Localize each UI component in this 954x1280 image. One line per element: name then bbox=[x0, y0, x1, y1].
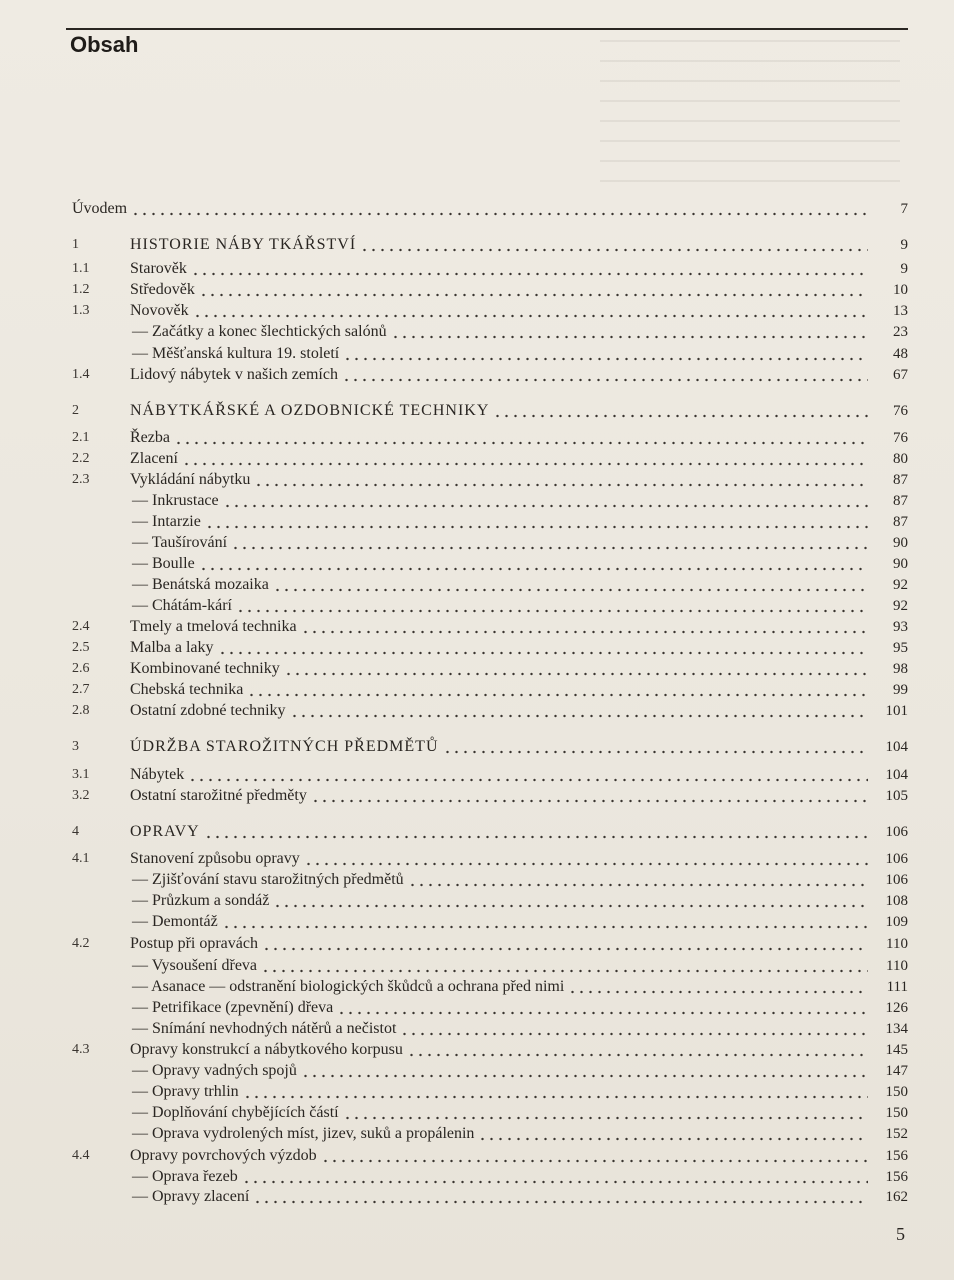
toc-row bbox=[0, 198, 954, 220]
section-title: NÁBYTKÁŘSKÉ A OZDOBNICKÉ TECHNIKY bbox=[130, 402, 490, 419]
section-number: 4.1 bbox=[72, 851, 90, 866]
page-reference: 134 bbox=[885, 1021, 908, 1037]
page-reference: 99 bbox=[893, 682, 908, 698]
section-number: 2.2 bbox=[72, 451, 90, 466]
page-reference: 92 bbox=[893, 598, 908, 614]
dot-leader bbox=[400, 1031, 868, 1037]
toc-row bbox=[0, 595, 954, 617]
section-title: Nábytek bbox=[130, 766, 185, 783]
toc-entry bbox=[132, 511, 908, 533]
toc-entry bbox=[132, 321, 908, 343]
section-number: 1 bbox=[72, 237, 79, 252]
toc-entry bbox=[130, 448, 908, 470]
page-reference: 126 bbox=[885, 1000, 908, 1016]
page-reference: 110 bbox=[886, 936, 908, 952]
section-title: Řezba bbox=[130, 429, 170, 446]
toc-chapter-row bbox=[0, 400, 954, 422]
section-title: ÚDRŽBA STAROŽITNÝCH PŘEDMĚTŮ bbox=[130, 738, 439, 755]
page-reference: 152 bbox=[885, 1126, 908, 1142]
toc-entry bbox=[132, 976, 908, 998]
toc-row bbox=[0, 679, 954, 701]
section-title: — Začátky a konec šlechtických salónů bbox=[132, 323, 387, 340]
toc-entry bbox=[130, 736, 908, 758]
toc-entry bbox=[132, 1102, 908, 1124]
section-number: 2.7 bbox=[72, 682, 90, 697]
toc-row bbox=[0, 1102, 954, 1124]
section-title: — Oprava vydrolených míst, jizev, suků a propálenin bbox=[132, 1125, 475, 1142]
section-title: — Snímání nevhodných nátěrů a nečistot bbox=[132, 1020, 397, 1037]
toc-entry bbox=[130, 933, 908, 955]
toc-entry bbox=[132, 1166, 908, 1188]
dot-leader bbox=[236, 608, 868, 614]
toc-entry bbox=[132, 890, 908, 912]
dot-leader bbox=[188, 777, 868, 783]
toc-row bbox=[0, 364, 954, 386]
toc-entry bbox=[132, 869, 908, 891]
section-number: 4 bbox=[72, 824, 79, 839]
toc-row bbox=[0, 785, 954, 807]
toc-row bbox=[0, 700, 954, 722]
dot-leader bbox=[199, 566, 868, 572]
toc-entry bbox=[130, 764, 908, 786]
section-title: Postup při opravách bbox=[130, 935, 258, 952]
section-title: Opravy povrchových výzdob bbox=[130, 1147, 317, 1164]
dot-leader bbox=[242, 1179, 868, 1185]
toc-chapter-row bbox=[0, 234, 954, 256]
section-number: 2.6 bbox=[72, 661, 90, 676]
toc-row bbox=[0, 1018, 954, 1040]
section-title: Vykládání nábytku bbox=[130, 471, 251, 488]
page-reference: 93 bbox=[893, 619, 908, 635]
section-number: 1.2 bbox=[72, 282, 90, 297]
dot-leader bbox=[343, 356, 868, 362]
section-title: Tmely a tmelová technika bbox=[130, 618, 297, 635]
dot-leader bbox=[191, 271, 868, 277]
dot-leader bbox=[493, 413, 868, 419]
dot-leader bbox=[261, 968, 868, 974]
toc-entry bbox=[130, 637, 908, 659]
section-title: Opravy konstrukcí a nábytkového korpusu bbox=[130, 1041, 403, 1058]
toc-row bbox=[0, 469, 954, 491]
toc-entry bbox=[130, 821, 908, 843]
toc-entry bbox=[130, 427, 908, 449]
page-reference: 145 bbox=[885, 1042, 908, 1058]
toc-entry bbox=[132, 595, 908, 617]
dot-leader bbox=[247, 692, 868, 698]
section-title: — Vysoušení dřeva bbox=[132, 957, 258, 974]
toc-row bbox=[0, 955, 954, 977]
page-title: Obsah bbox=[70, 32, 139, 57]
page-reference: 7 bbox=[900, 201, 908, 217]
toc-entry bbox=[132, 955, 908, 977]
toc-entry bbox=[130, 1039, 908, 1061]
page-reference: 98 bbox=[893, 661, 908, 677]
section-title: Stanovení způsobu opravy bbox=[130, 850, 300, 867]
page-reference: 67 bbox=[893, 367, 908, 383]
toc-row bbox=[0, 511, 954, 533]
page-reference: 23 bbox=[893, 324, 908, 340]
dot-leader bbox=[311, 798, 868, 804]
section-number: 1.4 bbox=[72, 367, 90, 382]
section-title: Úvodem bbox=[72, 200, 128, 217]
page-reference: 76 bbox=[893, 430, 908, 446]
page-reference: 92 bbox=[893, 577, 908, 593]
toc-entry bbox=[132, 997, 908, 1019]
page-reference: 80 bbox=[893, 451, 908, 467]
toc-entry bbox=[130, 300, 908, 322]
toc-row bbox=[0, 427, 954, 449]
section-title: Novověk bbox=[130, 302, 189, 319]
page-reference: 87 bbox=[893, 514, 908, 530]
dot-leader bbox=[301, 1073, 868, 1079]
toc-entry bbox=[132, 1123, 908, 1145]
toc-row bbox=[0, 321, 954, 343]
dot-leader bbox=[360, 247, 868, 253]
toc-row bbox=[0, 258, 954, 280]
toc-entry bbox=[130, 616, 908, 638]
section-title: HISTORIE NÁBY TKÁŘSTVÍ bbox=[130, 236, 357, 253]
toc-entry bbox=[130, 279, 908, 301]
dot-leader bbox=[304, 861, 868, 867]
dot-leader bbox=[337, 1010, 868, 1016]
page-reference: 90 bbox=[893, 535, 908, 551]
section-number: 2.5 bbox=[72, 640, 90, 655]
dot-leader bbox=[253, 1199, 868, 1205]
page-reference: 156 bbox=[885, 1169, 908, 1185]
page-reference: 106 bbox=[885, 824, 908, 840]
page-reference: 106 bbox=[885, 872, 908, 888]
page-reference: 150 bbox=[885, 1105, 908, 1121]
page-reference: 150 bbox=[885, 1084, 908, 1100]
toc-row bbox=[0, 911, 954, 933]
section-number: 4.2 bbox=[72, 936, 90, 951]
toc-row bbox=[0, 279, 954, 301]
toc-entry bbox=[72, 198, 908, 220]
dot-leader bbox=[407, 1052, 868, 1058]
toc-row bbox=[0, 616, 954, 638]
dot-leader bbox=[408, 882, 868, 888]
section-title: Lidový nábytek v našich zemích bbox=[130, 366, 338, 383]
toc-entry bbox=[130, 258, 908, 280]
page-reference: 9 bbox=[900, 261, 908, 277]
dot-leader bbox=[218, 650, 868, 656]
toc-row bbox=[0, 933, 954, 955]
section-number: 3.2 bbox=[72, 788, 90, 803]
section-title: — Taušírování bbox=[132, 534, 228, 551]
dot-leader bbox=[223, 503, 868, 509]
toc-row bbox=[0, 1145, 954, 1167]
toc-entry bbox=[132, 911, 908, 933]
toc-row bbox=[0, 1081, 954, 1103]
dot-leader bbox=[174, 440, 868, 446]
dot-leader bbox=[243, 1094, 868, 1100]
page-reference: 76 bbox=[893, 403, 908, 419]
page-reference: 106 bbox=[885, 851, 908, 867]
dot-leader bbox=[222, 924, 868, 930]
toc-row bbox=[0, 976, 954, 998]
dot-leader bbox=[321, 1158, 868, 1164]
toc-row bbox=[0, 1186, 954, 1208]
toc-entry bbox=[130, 658, 908, 680]
section-title: — Chátám-kárí bbox=[132, 597, 232, 614]
toc-row bbox=[0, 343, 954, 365]
section-number: 4.4 bbox=[72, 1148, 90, 1163]
toc-entry bbox=[132, 1018, 908, 1040]
section-title: — Měšťanská kultura 19. století bbox=[132, 345, 340, 362]
dot-leader bbox=[205, 524, 868, 530]
section-number: 3.1 bbox=[72, 767, 90, 782]
section-title: — Průzkum a sondáž bbox=[132, 892, 270, 909]
toc-entry bbox=[132, 343, 908, 365]
toc-row bbox=[0, 553, 954, 575]
toc-row bbox=[0, 448, 954, 470]
page-reference: 109 bbox=[885, 914, 908, 930]
toc-entry bbox=[132, 1081, 908, 1103]
toc-entry bbox=[130, 848, 908, 870]
toc-entry bbox=[132, 574, 908, 596]
page-reference: 101 bbox=[885, 703, 908, 719]
section-number: 1.3 bbox=[72, 303, 90, 318]
page-reference: 104 bbox=[885, 767, 908, 783]
section-title: — Opravy vadných spojů bbox=[132, 1062, 297, 1079]
dot-leader bbox=[443, 749, 868, 755]
dot-leader bbox=[231, 545, 868, 551]
toc-entry bbox=[130, 785, 908, 807]
toc-row bbox=[0, 574, 954, 596]
dot-leader bbox=[343, 1115, 868, 1121]
section-title: — Zjišťování stavu starožitných předmětů bbox=[132, 871, 404, 888]
section-title: Malba a laky bbox=[130, 639, 214, 656]
dot-leader bbox=[182, 461, 868, 467]
toc-entry bbox=[132, 532, 908, 554]
dot-leader bbox=[273, 903, 868, 909]
page-reference: 110 bbox=[886, 958, 908, 974]
section-title: Ostatní zdobné techniky bbox=[130, 702, 286, 719]
toc-row bbox=[0, 1123, 954, 1145]
dot-leader bbox=[262, 946, 868, 952]
toc-entry bbox=[132, 1060, 908, 1082]
page-reference: 156 bbox=[885, 1148, 908, 1164]
section-title: Kombinované techniky bbox=[130, 660, 280, 677]
toc-chapter-row bbox=[0, 736, 954, 758]
section-title: Středověk bbox=[130, 281, 195, 298]
page-reference: 13 bbox=[893, 303, 908, 319]
section-title: — Inkrustace bbox=[132, 492, 219, 509]
toc-row bbox=[0, 532, 954, 554]
dot-leader bbox=[131, 211, 868, 217]
section-title: — Opravy zlacení bbox=[132, 1188, 250, 1205]
toc-row bbox=[0, 848, 954, 870]
toc-row bbox=[0, 764, 954, 786]
section-title: — Oprava řezeb bbox=[132, 1168, 238, 1185]
section-title: Zlacení bbox=[130, 450, 178, 467]
toc-row bbox=[0, 637, 954, 659]
section-number: 3 bbox=[72, 739, 79, 754]
toc-chapter-row bbox=[0, 821, 954, 843]
section-number: 2.4 bbox=[72, 619, 90, 634]
section-title: — Asanace — odstranění biologických škůdců a ochrana před nimi bbox=[132, 978, 565, 995]
page-reference: 87 bbox=[893, 493, 908, 509]
section-title: Ostatní starožitné předměty bbox=[130, 787, 307, 804]
toc-row bbox=[0, 1039, 954, 1061]
section-title: — Demontáž bbox=[132, 913, 218, 930]
toc-entry bbox=[130, 400, 908, 422]
dot-leader bbox=[273, 587, 868, 593]
toc-row bbox=[0, 890, 954, 912]
toc-entry bbox=[130, 364, 908, 386]
page-reference: 87 bbox=[893, 472, 908, 488]
section-title: — Doplňování chybějících částí bbox=[132, 1104, 339, 1121]
page-reference: 147 bbox=[885, 1063, 908, 1079]
dot-leader bbox=[290, 713, 868, 719]
section-number: 2.3 bbox=[72, 472, 90, 487]
dot-leader bbox=[254, 482, 868, 488]
page-reference: 105 bbox=[885, 788, 908, 804]
toc-row bbox=[0, 1166, 954, 1188]
toc-row bbox=[0, 1060, 954, 1082]
page-reference: 95 bbox=[893, 640, 908, 656]
section-title: — Benátská mozaika bbox=[132, 576, 269, 593]
dot-leader bbox=[199, 292, 868, 298]
dot-leader bbox=[284, 671, 868, 677]
dot-leader bbox=[193, 313, 868, 319]
section-number: 4.3 bbox=[72, 1042, 90, 1057]
toc-entry bbox=[132, 1186, 908, 1208]
toc-row bbox=[0, 490, 954, 512]
toc-row bbox=[0, 997, 954, 1019]
section-title: — Intarzie bbox=[132, 513, 201, 530]
section-title: — Boulle bbox=[132, 555, 195, 572]
toc-entry bbox=[130, 469, 908, 491]
toc-row bbox=[0, 658, 954, 680]
toc-entry bbox=[130, 679, 908, 701]
section-title: Starověk bbox=[130, 260, 187, 277]
toc-entry bbox=[132, 490, 908, 512]
section-title: Chebská technika bbox=[130, 681, 244, 698]
dot-leader bbox=[301, 629, 868, 635]
dot-leader bbox=[204, 834, 868, 840]
page-reference: 162 bbox=[885, 1189, 908, 1205]
section-number: 2 bbox=[72, 403, 79, 418]
toc-entry bbox=[130, 1145, 908, 1167]
page-reference: 108 bbox=[885, 893, 908, 909]
toc-row bbox=[0, 300, 954, 322]
page-reference: 111 bbox=[886, 979, 908, 995]
section-number: 2.1 bbox=[72, 430, 90, 445]
toc-entry bbox=[130, 700, 908, 722]
section-title: OPRAVY bbox=[130, 823, 200, 840]
toc-row bbox=[0, 869, 954, 891]
dot-leader bbox=[342, 377, 868, 383]
page-reference: 90 bbox=[893, 556, 908, 572]
page-reference: 10 bbox=[893, 282, 908, 298]
section-title: — Opravy trhlin bbox=[132, 1083, 239, 1100]
dot-leader bbox=[478, 1136, 868, 1142]
dot-leader bbox=[391, 334, 868, 340]
page-reference: 48 bbox=[893, 346, 908, 362]
section-number: 2.8 bbox=[72, 703, 90, 718]
dot-leader bbox=[568, 989, 868, 995]
section-number: 1.1 bbox=[72, 261, 90, 276]
section-title: — Petrifikace (zpevnění) dřeva bbox=[132, 999, 334, 1016]
page-number: 5 bbox=[896, 1224, 905, 1244]
toc-entry bbox=[130, 234, 908, 256]
page-reference: 104 bbox=[885, 739, 908, 755]
page-reference: 9 bbox=[900, 237, 908, 253]
toc-entry bbox=[132, 553, 908, 575]
